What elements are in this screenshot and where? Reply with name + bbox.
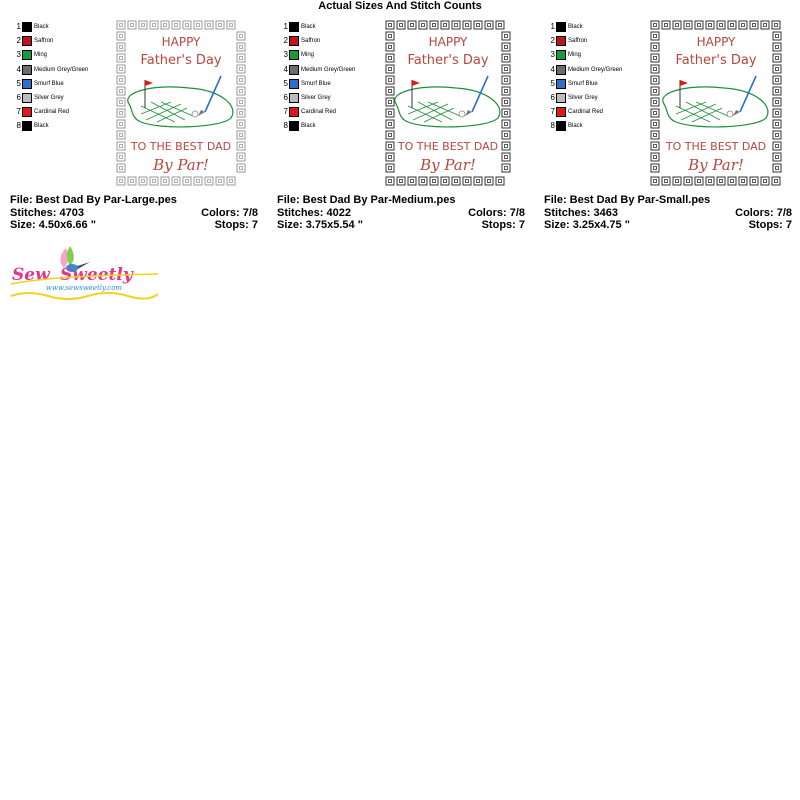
color-swatch (22, 22, 32, 32)
color-swatch (289, 121, 299, 131)
color-legend (281, 20, 371, 134)
legend-item (281, 119, 371, 133)
color-swatch (556, 22, 566, 32)
svg-text:Sweetly: Sweetly (60, 265, 133, 285)
design-info (544, 194, 792, 232)
legend-color-name: Ming (568, 52, 582, 59)
color-count: Colors: 7/8 (735, 206, 792, 219)
legend-number: 3 (283, 50, 288, 60)
color-swatch (289, 22, 299, 32)
legend-number: 8 (550, 121, 555, 131)
legend-number: 1 (16, 22, 21, 32)
design-line-3: TO THE BEST DAD (665, 140, 767, 153)
legend-number: 8 (16, 121, 21, 131)
color-swatch (556, 107, 566, 117)
design-line-4: By Par! (688, 156, 744, 174)
stop-count: Stops: 7 (214, 219, 258, 231)
color-legend (548, 20, 638, 134)
legend-item (14, 119, 104, 133)
legend-color-name: Black (34, 24, 49, 31)
legend-color-name: Smurf Blue (568, 80, 598, 87)
design-line-2: Father's Day (407, 53, 489, 68)
legend-item (281, 77, 371, 91)
legend-number: 6 (16, 93, 21, 103)
embroidery-design-preview[interactable] (383, 18, 513, 188)
design-line-3: TO THE BEST DAD (397, 140, 499, 153)
legend-number: 7 (283, 107, 288, 117)
legend-number: 2 (16, 36, 21, 46)
design-line-3: TO THE BEST DAD (130, 140, 232, 153)
legend-color-name: Silver Grey (301, 95, 331, 102)
legend-number: 6 (283, 93, 288, 103)
legend-color-name: Smurf Blue (34, 80, 64, 87)
legend-number: 2 (550, 36, 555, 46)
embroidery-design-preview[interactable] (114, 18, 248, 188)
legend-number: 7 (550, 107, 555, 117)
legend-color-name: Black (301, 24, 316, 31)
legend-color-name: Black (568, 24, 583, 31)
color-count: Colors: 7/8 (468, 206, 525, 219)
legend-color-name: Saffron (34, 38, 54, 45)
legend-color-name: Black (34, 123, 49, 130)
legend-item (14, 91, 104, 105)
design-line-2: Father's Day (140, 53, 222, 68)
color-swatch (289, 50, 299, 60)
design-size: Size: 3.25x4.75 " (544, 219, 630, 231)
legend-item (548, 105, 638, 119)
legend-item (548, 77, 638, 91)
svg-text:www.sewsweetly.com: www.sewsweetly.com (46, 284, 123, 292)
legend-item (14, 48, 104, 62)
color-swatch (22, 50, 32, 60)
legend-number: 5 (16, 78, 21, 88)
color-swatch (289, 93, 299, 103)
color-swatch (22, 107, 32, 117)
legend-number: 1 (283, 22, 288, 32)
color-swatch (289, 36, 299, 46)
design-line-2: Father's Day (675, 53, 757, 68)
design-info (10, 194, 258, 232)
legend-item (14, 105, 104, 119)
design-line-1: HAPPY (161, 35, 201, 49)
design-panel (277, 18, 527, 238)
design-line-4: By Par! (153, 156, 209, 174)
color-swatch (289, 65, 299, 75)
design-size: Size: 3.75x5.54 " (277, 219, 363, 231)
legend-item (548, 34, 638, 48)
legend-color-name: Silver Grey (34, 95, 64, 102)
svg-text:Sew: Sew (12, 265, 50, 285)
color-swatch (556, 50, 566, 60)
legend-color-name: Smurf Blue (301, 80, 331, 87)
color-legend (14, 20, 104, 134)
legend-color-name: Saffron (568, 38, 588, 45)
stitch-count: Stitches: 4703 (10, 206, 84, 219)
color-swatch (22, 121, 32, 131)
legend-color-name: Ming (301, 52, 315, 59)
legend-item (14, 20, 104, 34)
legend-number: 6 (550, 93, 555, 103)
file-name: File: Best Dad By Par-Large.pes (10, 194, 177, 206)
legend-item (548, 63, 638, 77)
design-panel (10, 18, 260, 238)
color-swatch (556, 65, 566, 75)
color-swatch (22, 79, 32, 89)
color-count: Colors: 7/8 (201, 206, 258, 219)
page-title: Actual Sizes And Stitch Counts (318, 0, 482, 12)
legend-item (281, 20, 371, 34)
legend-item (548, 119, 638, 133)
color-swatch (289, 79, 299, 89)
legend-item (548, 48, 638, 62)
design-size: Size: 4.50x6.66 " (10, 219, 96, 231)
legend-color-name: Cardinal Red (34, 109, 70, 116)
color-swatch (556, 79, 566, 89)
color-swatch (556, 121, 566, 131)
legend-item (548, 91, 638, 105)
legend-number: 4 (550, 64, 555, 74)
design-line-1: HAPPY (696, 35, 736, 49)
legend-color-name: Medium Grey/Green (568, 66, 623, 73)
legend-number: 2 (283, 36, 288, 46)
legend-number: 3 (16, 50, 21, 60)
legend-item (14, 77, 104, 91)
embroidery-design-preview[interactable] (648, 18, 784, 188)
legend-item (548, 20, 638, 34)
file-name: File: Best Dad By Par-Small.pes (544, 194, 711, 206)
legend-item (14, 63, 104, 77)
legend-color-name: Medium Grey/Green (301, 66, 356, 73)
color-swatch (22, 65, 32, 75)
legend-number: 4 (16, 64, 21, 74)
legend-color-name: Black (301, 123, 316, 130)
legend-color-name: Saffron (301, 38, 321, 45)
legend-item (281, 63, 371, 77)
design-panel (544, 18, 794, 238)
color-swatch (22, 93, 32, 103)
legend-number: 4 (283, 64, 288, 74)
stop-count: Stops: 7 (748, 219, 792, 231)
design-line-1: HAPPY (428, 35, 468, 49)
file-name: File: Best Dad By Par-Medium.pes (277, 194, 456, 206)
color-swatch (289, 107, 299, 117)
legend-color-name: Silver Grey (568, 95, 598, 102)
legend-item (281, 48, 371, 62)
color-swatch (556, 36, 566, 46)
legend-number: 3 (550, 50, 555, 60)
legend-number: 8 (283, 121, 288, 131)
sew-sweetly-logo[interactable] (8, 240, 163, 302)
legend-number: 5 (550, 78, 555, 88)
design-info (277, 194, 525, 232)
stitch-count: Stitches: 4022 (277, 206, 351, 219)
legend-color-name: Medium Grey/Green (34, 66, 89, 73)
legend-color-name: Black (568, 123, 583, 130)
legend-number: 5 (283, 78, 288, 88)
color-swatch (556, 93, 566, 103)
legend-item (14, 34, 104, 48)
legend-item (281, 105, 371, 119)
legend-number: 1 (550, 22, 555, 32)
color-swatch (22, 36, 32, 46)
stitch-count: Stitches: 3463 (544, 206, 618, 219)
stop-count: Stops: 7 (481, 219, 525, 231)
design-line-4: By Par! (420, 156, 476, 174)
legend-color-name: Ming (34, 52, 48, 59)
legend-item (281, 34, 371, 48)
legend-color-name: Cardinal Red (301, 109, 337, 116)
legend-item (281, 91, 371, 105)
legend-number: 7 (16, 107, 21, 117)
legend-color-name: Cardinal Red (568, 109, 604, 116)
